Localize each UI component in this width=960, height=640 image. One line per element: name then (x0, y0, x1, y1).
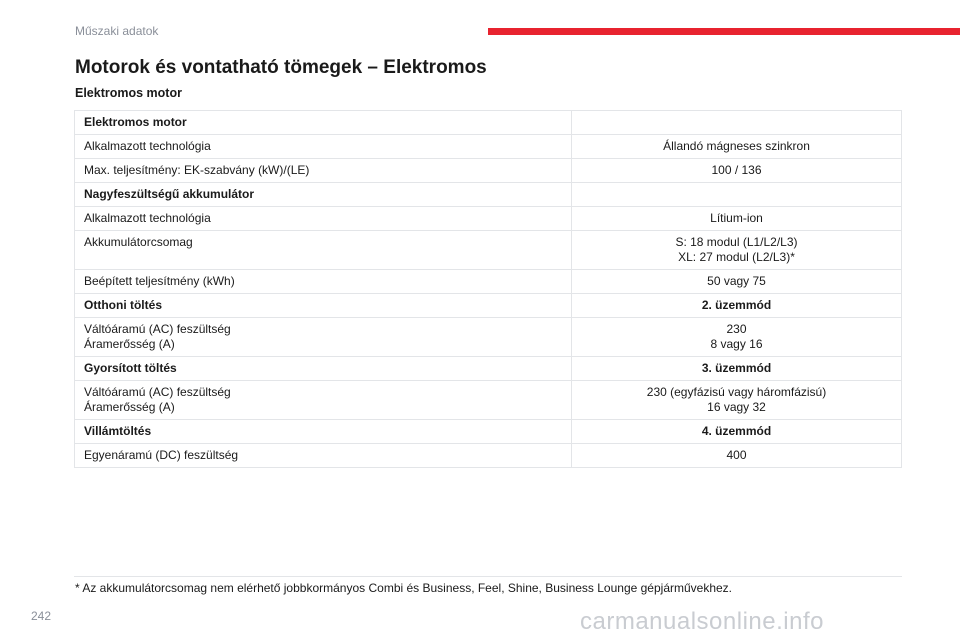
spec-value-cell (572, 444, 902, 468)
spec-value-cell (572, 294, 902, 318)
table-row (75, 444, 902, 468)
spec-value: Állandó mágneses szinkron (663, 139, 810, 153)
spec-label-cell (75, 357, 572, 381)
spec-value-cell (572, 357, 902, 381)
spec-value-cell (572, 270, 902, 294)
page-title: Motorok és vontatható tömegek – Elektromos (75, 57, 487, 78)
spec-label-cell (75, 207, 572, 231)
watermark: carmanualsonline.info (580, 608, 824, 635)
spec-value: 4. üzemmód (701, 424, 772, 438)
spec-label-cell (75, 270, 572, 294)
spec-value-cell (572, 159, 902, 183)
spec-label: Váltóáramú (AC) feszültség (84, 385, 231, 399)
section-accent-bar (488, 28, 960, 35)
spec-value: 3. üzemmód (701, 361, 772, 375)
table-section-header-row (75, 183, 902, 207)
table-row (75, 381, 902, 420)
spec-value: Lítium-ion (710, 211, 763, 225)
spec-label: Nagyfeszültségű akkumulátor (84, 187, 255, 201)
spec-label: Villámtöltés (84, 424, 152, 438)
spec-label-cell (75, 420, 572, 444)
spec-label: Alkalmazott technológia (84, 139, 211, 153)
spec-value-cell (572, 183, 902, 207)
spec-label-cell (75, 294, 572, 318)
spec-label: Beépített teljesítmény (kWh) (84, 274, 235, 288)
table-row (75, 135, 902, 159)
spec-label: Áramerősség (A) (84, 400, 175, 414)
specs-table-body (75, 111, 902, 468)
page-number: 242 (31, 609, 52, 623)
table-row (75, 231, 902, 270)
spec-label-cell (75, 444, 572, 468)
spec-value-cell (572, 420, 902, 444)
table-row (75, 270, 902, 294)
footnote: * Az akkumulátorcsomag nem elérhető jobbkormányos Combi és Business, Feel, Shine, Business Lounge gépjárművekhez. (75, 581, 733, 595)
table-section-header-row (75, 111, 902, 135)
spec-label-cell (75, 159, 572, 183)
spec-label-cell (75, 135, 572, 159)
spec-label: Max. teljesítmény: EK-szabvány (kW)/(LE) (84, 163, 310, 177)
section-label: Műszaki adatok (75, 24, 159, 38)
spec-value-cell (572, 231, 902, 270)
table-section-header-row (75, 357, 902, 381)
spec-value-cell (572, 207, 902, 231)
spec-label: Gyorsított töltés (84, 361, 177, 375)
table-section-header-row (75, 294, 902, 318)
spec-value-cell (572, 381, 902, 420)
spec-value: S: 18 modul (L1/L2/L3) (675, 235, 798, 249)
section-subtitle: Elektromos motor (75, 86, 182, 100)
spec-label-cell (75, 318, 572, 357)
spec-value: 100 / 136 (711, 163, 762, 177)
table-row (75, 159, 902, 183)
spec-label: Áramerősség (A) (84, 337, 175, 351)
spec-value: 400 (726, 448, 747, 462)
specs-table (74, 110, 902, 468)
table-section-header-row (75, 420, 902, 444)
spec-label-cell (75, 183, 572, 207)
spec-label: Akkumulátorcsomag (84, 235, 193, 249)
spec-label: Alkalmazott technológia (84, 211, 211, 225)
spec-value: 16 vagy 32 (707, 400, 766, 414)
spec-value-cell (572, 318, 902, 357)
table-row (75, 318, 902, 357)
spec-value: 230 (egyfázisú vagy háromfázisú) (646, 385, 827, 399)
footer-divider (74, 576, 902, 577)
spec-value-cell (572, 111, 902, 135)
spec-value-cell (572, 135, 902, 159)
spec-label: Elektromos motor (84, 115, 187, 129)
spec-label-cell (75, 381, 572, 420)
spec-label-cell (75, 111, 572, 135)
spec-value: XL: 27 modul (L2/L3)* (678, 250, 795, 264)
spec-label-cell (75, 231, 572, 270)
spec-value: 50 vagy 75 (707, 274, 766, 288)
spec-value: 230 (726, 322, 747, 336)
spec-label: Otthoni töltés (84, 298, 162, 312)
spec-value: 2. üzemmód (701, 298, 772, 312)
spec-label: Egyenáramú (DC) feszültség (84, 448, 239, 462)
table-row (75, 207, 902, 231)
spec-label: Váltóáramú (AC) feszültség (84, 322, 231, 336)
spec-value: 8 vagy 16 (710, 337, 763, 351)
